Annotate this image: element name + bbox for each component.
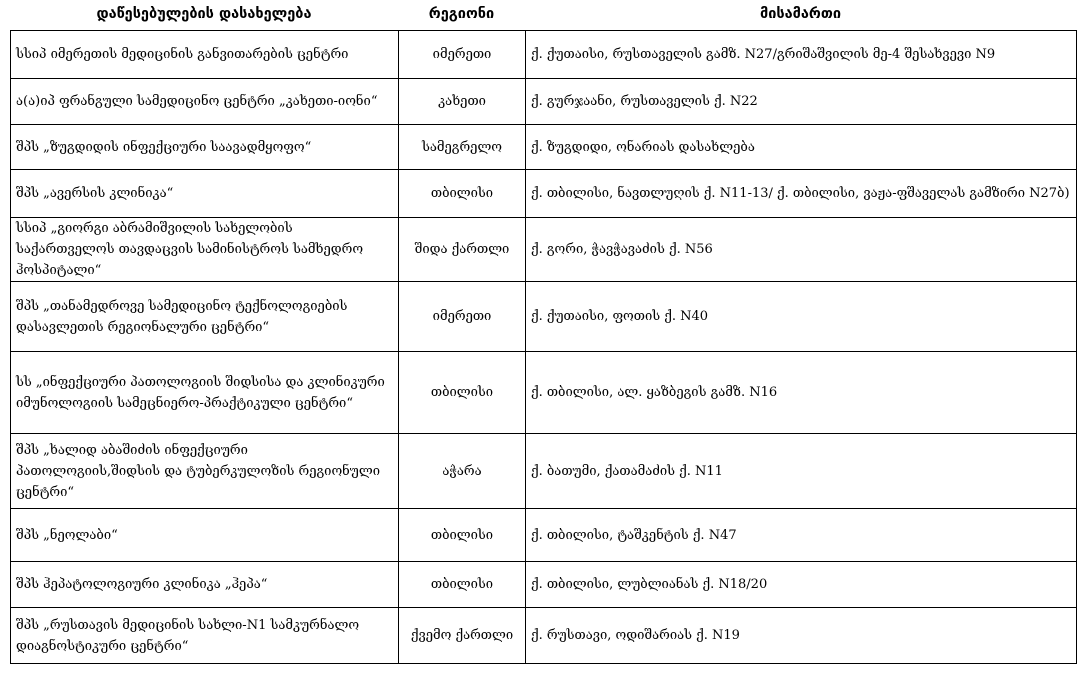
institutions-table (10, 30, 1077, 664)
region-cell: სამეგრელო (399, 125, 526, 170)
region-cell: შიდა ქართლი (399, 218, 526, 282)
table-row (11, 509, 1077, 562)
region-cell: თბილისი (399, 562, 526, 608)
table-row (11, 170, 1077, 218)
region-cell: აჭარა (399, 434, 526, 509)
institution-name-cell: შპს „ზუგდიდის ინფექციური საავადმყოფო“ (11, 125, 399, 170)
table-row (11, 125, 1077, 170)
table-row (11, 352, 1077, 434)
institution-name-cell: სს „ინფექციური პათოლოგიის შიდსისა და კლინიკური იმუნოლოგიის სამეცნიერო-პრაქტიკული ცენტრი“ (11, 352, 399, 434)
table-row (11, 31, 1077, 79)
table-row (11, 608, 1077, 664)
column-header-name: დაწესებულების დასახელება (96, 6, 312, 22)
column-header-address: მისამართი (759, 6, 842, 22)
address-cell: ქ. ქუთაისი, ფოთის ქ. N40 (526, 282, 1077, 352)
address-cell: ქ. გურჯაანი, რუსთაველის ქ. N22 (526, 79, 1077, 125)
region-cell: თბილისი (399, 352, 526, 434)
region-cell: კახეთი (399, 79, 526, 125)
address-cell: ქ. რუსთავი, ოდიშარიას ქ. N19 (526, 608, 1077, 664)
address-cell: ქ. გორი, ჭავჭავაძის ქ. N56 (526, 218, 1077, 282)
address-cell: ქ. ქუთაისი, რუსთაველის გამზ. N27/გრიშაშვილის მე-4 შესახვევი N9 (526, 31, 1077, 79)
region-cell: იმერეთი (399, 282, 526, 352)
institution-name-cell: ა(ა)იპ ფრანგული სამედიცინო ცენტრი „კახეთი-იონი“ (11, 79, 399, 125)
institution-name-cell: სსიპ იმერეთის მედიცინის განვითარების ცენტრი (11, 31, 399, 79)
table-row (11, 562, 1077, 608)
address-cell: ქ. თბილისი, ტაშკენტის ქ. N47 (526, 509, 1077, 562)
region-cell: თბილისი (399, 170, 526, 218)
address-cell: ქ. თბილისი, ნავთლუღის ქ. N11-13/ ქ. თბილისი, ვაჟა-ფშაველას გამზირი N27ბ) (526, 170, 1077, 218)
institution-name-cell: შპს „ნეოლაბი“ (11, 509, 399, 562)
institution-name-cell: შპს „ავერსის კლინიკა“ (11, 170, 399, 218)
address-cell: ქ. თბილისი, ალ. ყაზბეგის გამზ. N16 (526, 352, 1077, 434)
region-cell: იმერეთი (399, 31, 526, 79)
column-header-region: რეგიონი (428, 6, 495, 22)
institution-name-cell: შპს „თანამედროვე სამედიცინო ტექნოლოგიების დასავლეთის რეგიონალური ცენტრი“ (11, 282, 399, 352)
table-row (11, 218, 1077, 282)
region-cell: თბილისი (399, 509, 526, 562)
table-row (11, 282, 1077, 352)
institution-name-cell: შპს ჰეპატოლოგიური კლინიკა „ჰეპა“ (11, 562, 399, 608)
table-header (10, 0, 1076, 30)
table-row (11, 79, 1077, 125)
region-cell: ქვემო ქართლი (399, 608, 526, 664)
table-row (11, 434, 1077, 509)
institution-name-cell: შპს „რუსთავის მედიცინის სახლი-N1 სამკურნალო დიაგნოსტიკური ცენტრი“ (11, 608, 399, 664)
institution-name-cell: სსიპ „გიორგი აბრამიშვილის სახელობის საქართველოს თავდაცვის სამინისტროს სამხედრო ჰოსპიტალი“ (11, 218, 399, 282)
institution-name-cell: შპს „ხალიდ აბაშიძის ინფექციური პათოლოგიის,შიდსის და ტუბერკულოზის რეგიონული ცენტრი“ (11, 434, 399, 509)
address-cell: ქ. ზუგდიდი, ონარიას დასახლება (526, 125, 1077, 170)
address-cell: ქ. ბათუმი, ქათამაძის ქ. N11 (526, 434, 1077, 509)
address-cell: ქ. თბილისი, ლუბლიანას ქ. N18/20 (526, 562, 1077, 608)
